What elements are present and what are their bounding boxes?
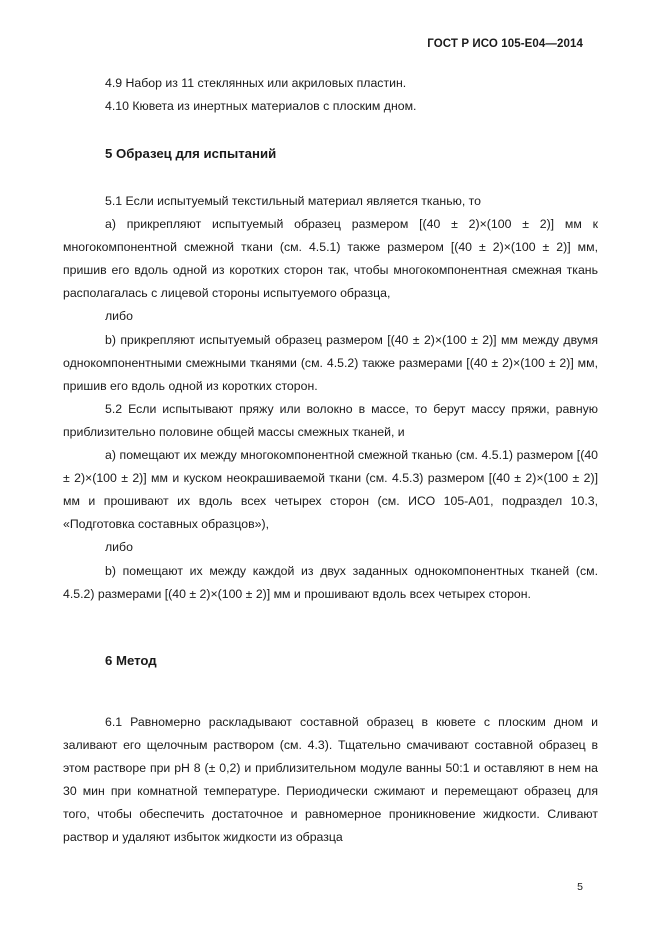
section-5-body xyxy=(63,190,598,606)
paragraph-5-1: 5.1 Если испытуемый текстильный материал является тканью, то xyxy=(105,194,481,208)
item-4-10: 4.10 Кювета из инертных материалов с плоским дном. xyxy=(105,99,417,114)
document-code-header: ГОСТ Р ИСО 105-Е04—2014 xyxy=(427,38,583,50)
paragraph-5-2: 5.2 Если испытывают пряжу или волокно в массе, то берут массу пряжи, равную приблизительно половине общей массы смежных тканей, и xyxy=(63,401,598,439)
paragraph-6-1: 6.1 Равномерно раскладывают составной образец в кювете с плоским дном и заливают его щелочным раствором (см. 4.3). Тщательно смачивают составной образец в этом растворе при pH 8 (± 0,2) и приблизительном модуле ванны 50:1 и оставляют в нем на 30 мин при комнатной температуре. Периодически сжимают и перемещают образец для того, чтобы обеспечить достаточное и равномерное проникновение жидкости. Сливают раствор и удаляют избыток жидкости из образца xyxy=(63,715,598,845)
paragraph-5-2-a: а) помещают их между многокомпонентной смежной тканью (см. 4.5.1) размером [(40 ± 2)×(100 ± 2)] мм и куском неокрашиваемой ткани (см. 4.5.3) размером [(40 ± 2)×(100 ± 2)] мм и прошивают их вдоль всех четырех сторон (см. ИСО 105-А01, подраздел 10.3, «Подготовка составных образцов»), xyxy=(63,448,598,532)
item-4-9: 4.9 Набор из 11 стеклянных или акриловых пластин. xyxy=(105,76,407,90)
paragraph-5-1-a: а) прикрепляют испытуемый образец размером [(40 ± 2)×(100 ± 2)] мм к многокомпонентной смежной ткани (см. 4.5.1) также размером [(40 ± 2)×(100 ± 2)] мм, пришив его вдоль одной из коротких сторон так, чтобы многокомпонентная смежная ткань располагалась с лицевой стороны испытуемого образца, xyxy=(63,217,598,301)
or-text: либо xyxy=(105,540,133,555)
paragraph-5-1-b: b) прикрепляют испытуемый образец размером [(40 ± 2)×(100 ± 2)] мм между двумя однокомпонентными смежными тканями (см. 4.5.2) также размерами [(40 ± 2)×(100 ± 2)] мм, пришив его вдоль одной из коротких сторон. xyxy=(63,332,598,393)
section-6-body xyxy=(63,711,598,850)
equipment-list xyxy=(63,72,598,118)
section-5-heading: 5 Образец для испытаний xyxy=(105,146,277,161)
paragraph-5-2-b: b) помещают их между каждой из двух заданных однокомпонентных тканей (см. 4.5.2) размерами [(40 ± 2)×(100 ± 2)] мм и прошивают вдоль всех четырех сторон. xyxy=(63,563,598,601)
page-number: 5 xyxy=(577,881,583,893)
or-text: либо xyxy=(105,309,133,324)
section-6-heading: 6 Метод xyxy=(105,653,157,668)
